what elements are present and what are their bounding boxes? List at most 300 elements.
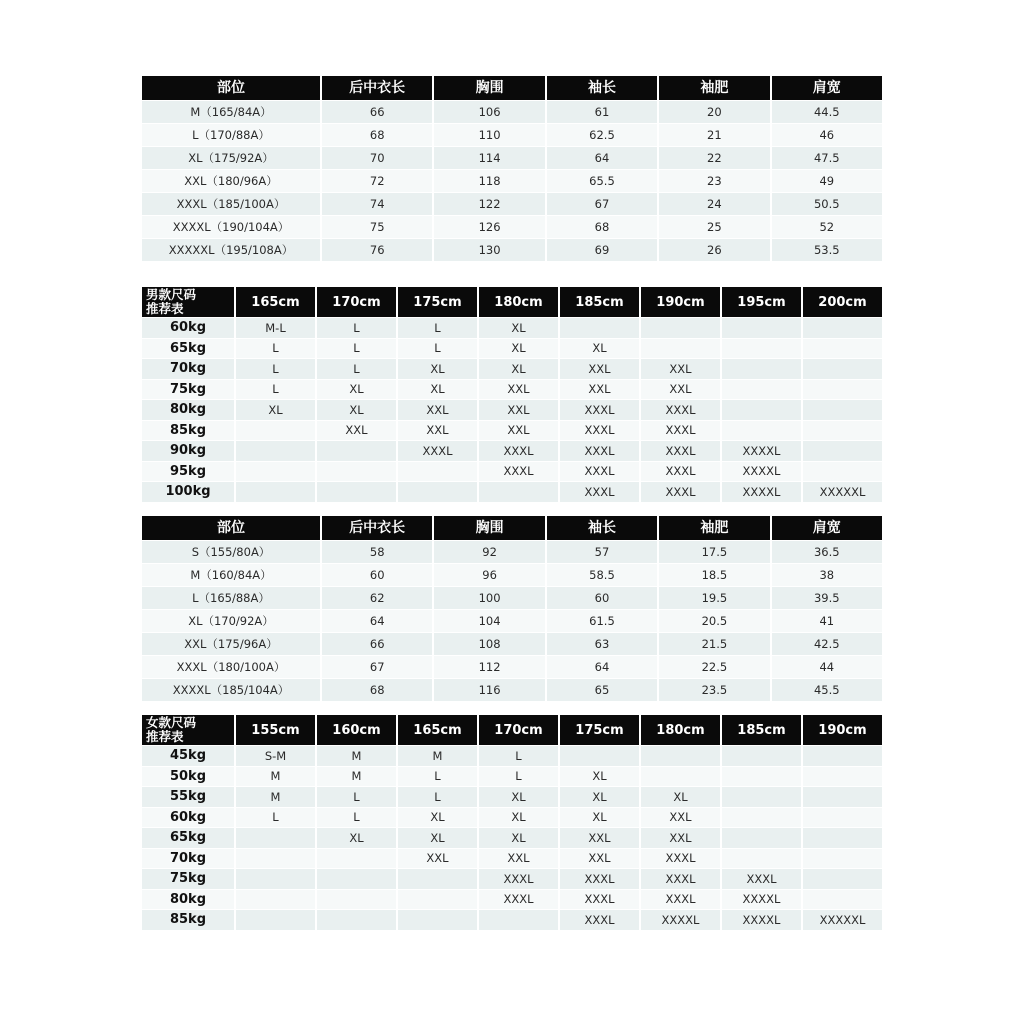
table-cell: XXXL: [560, 400, 639, 420]
table-cell: XXL: [641, 808, 720, 828]
table-row: [142, 679, 882, 701]
table-row: [142, 170, 882, 192]
table-cell: 75: [322, 216, 432, 238]
table-cell: 23.5: [659, 679, 769, 701]
table-cell: 47.5: [772, 147, 882, 169]
table-cell: [236, 421, 315, 441]
table-cell: [722, 318, 801, 338]
col-header-sleeve-length: 袖长: [547, 516, 657, 540]
table-cell: XXXL: [479, 890, 558, 910]
table-cell: XXXL: [560, 890, 639, 910]
table-row: [142, 193, 882, 215]
table-cell: 65: [547, 679, 657, 701]
table-cell: XL: [317, 380, 396, 400]
table-cell: XL: [560, 767, 639, 787]
table-cell: XL: [560, 808, 639, 828]
row-label-cell: 90kg: [142, 441, 234, 461]
height-header: 200cm: [803, 287, 882, 317]
table-row: [142, 610, 882, 632]
table-cell: XXXL: [560, 421, 639, 441]
table-cell: XXL: [641, 828, 720, 848]
table-cell: XXXXL: [641, 910, 720, 930]
table-cell: XL: [317, 828, 396, 848]
table-cell: 72: [322, 170, 432, 192]
table-cell: XXL: [641, 359, 720, 379]
table-cell: [803, 808, 882, 828]
height-header: 165cm: [398, 715, 477, 745]
table-cell: [236, 482, 315, 502]
table-cell: 118: [434, 170, 544, 192]
table-cell: [722, 828, 801, 848]
table-cell: [722, 746, 801, 766]
height-header: 185cm: [722, 715, 801, 745]
table-cell: M: [317, 746, 396, 766]
table-row: [142, 746, 882, 766]
col-header-sleeve-length: 袖长: [547, 76, 657, 100]
table-cell: 67: [322, 656, 432, 678]
height-header: 180cm: [641, 715, 720, 745]
col-header-part: 部位: [142, 76, 320, 100]
height-header: 175cm: [560, 715, 639, 745]
row-label-cell: M（160/84A）: [142, 564, 320, 586]
table-row: [142, 910, 882, 930]
corner-label-line: 推荐表: [146, 729, 184, 744]
row-label-cell: 45kg: [142, 746, 234, 766]
table-cell: 50.5: [772, 193, 882, 215]
table-cell: [317, 441, 396, 461]
table-cell: [803, 767, 882, 787]
table-cell: XXXL: [560, 869, 639, 889]
row-label-cell: 70kg: [142, 849, 234, 869]
table-cell: L: [398, 339, 477, 359]
table-cell: XXXL: [641, 441, 720, 461]
table-cell: 39.5: [772, 587, 882, 609]
row-label-cell: XXL（180/96A）: [142, 170, 320, 192]
table-cell: L: [398, 318, 477, 338]
table-cell: L: [317, 359, 396, 379]
row-label-cell: 65kg: [142, 339, 234, 359]
table-cell: 64: [322, 610, 432, 632]
table-cell: 22.5: [659, 656, 769, 678]
table-cell: [722, 400, 801, 420]
table-cell: 45.5: [772, 679, 882, 701]
table-cell: 46: [772, 124, 882, 146]
table-cell: [317, 890, 396, 910]
table-cell: 62: [322, 587, 432, 609]
table-cell: [236, 462, 315, 482]
table-row: [142, 124, 882, 146]
table-cell: 62.5: [547, 124, 657, 146]
row-label-cell: XXXXL（185/104A）: [142, 679, 320, 701]
height-header: 175cm: [398, 287, 477, 317]
height-header: 185cm: [560, 287, 639, 317]
table-cell: [398, 890, 477, 910]
table-cell: 60: [547, 587, 657, 609]
table-row: [142, 339, 882, 359]
table-cell: [398, 869, 477, 889]
womens-size-spec-table: [140, 515, 884, 702]
table-cell: L: [317, 318, 396, 338]
table-cell: L: [236, 380, 315, 400]
table-cell: M-L: [236, 318, 315, 338]
col-header-back-length: 后中衣长: [322, 516, 432, 540]
table-cell: XL: [479, 808, 558, 828]
table-cell: 58: [322, 541, 432, 563]
table-cell: [803, 787, 882, 807]
table-cell: 122: [434, 193, 544, 215]
table-row: [142, 890, 882, 910]
table-cell: XXL: [398, 400, 477, 420]
table-cell: L: [398, 767, 477, 787]
table-cell: XXL: [560, 828, 639, 848]
table-cell: M: [236, 787, 315, 807]
table-cell: XXXL: [641, 849, 720, 869]
table-cell: XXXL: [641, 869, 720, 889]
row-label-cell: L（170/88A）: [142, 124, 320, 146]
table-cell: [317, 462, 396, 482]
table-cell: 49: [772, 170, 882, 192]
table-cell: L: [317, 808, 396, 828]
row-label-cell: 50kg: [142, 767, 234, 787]
table-cell: [317, 482, 396, 502]
table-cell: [803, 441, 882, 461]
table-cell: 21.5: [659, 633, 769, 655]
table-cell: 41: [772, 610, 882, 632]
table-cell: 22: [659, 147, 769, 169]
table-cell: XXL: [398, 849, 477, 869]
table-cell: [803, 380, 882, 400]
table-cell: XL: [479, 359, 558, 379]
table-cell: [803, 890, 882, 910]
table-cell: [641, 746, 720, 766]
col-header-chest: 胸围: [434, 516, 544, 540]
table-cell: L: [236, 359, 315, 379]
table-cell: XL: [398, 808, 477, 828]
table-cell: [236, 441, 315, 461]
col-header-chest: 胸围: [434, 76, 544, 100]
row-label-cell: XL（170/92A）: [142, 610, 320, 632]
table-cell: XXXXL: [722, 910, 801, 930]
corner-label: [142, 715, 234, 745]
table-row: [142, 421, 882, 441]
table-row: [142, 828, 882, 848]
table-cell: 100: [434, 587, 544, 609]
table-cell: L: [236, 339, 315, 359]
table-cell: [236, 828, 315, 848]
mens-size-recommendation-table: [140, 286, 884, 503]
table-cell: XL: [479, 828, 558, 848]
table-row: [142, 462, 882, 482]
table-cell: XXL: [317, 421, 396, 441]
table-cell: [641, 339, 720, 359]
table-cell: [398, 462, 477, 482]
height-header: 160cm: [317, 715, 396, 745]
table-cell: XXXXL: [722, 441, 801, 461]
table-cell: [803, 869, 882, 889]
table-cell: 61: [547, 101, 657, 123]
table-row: [142, 849, 882, 869]
table-cell: XXXL: [641, 890, 720, 910]
table-cell: M: [317, 767, 396, 787]
table-cell: XXXL: [479, 462, 558, 482]
row-label-cell: 55kg: [142, 787, 234, 807]
col-header-sleeve-width: 袖肥: [659, 76, 769, 100]
row-label-cell: 65kg: [142, 828, 234, 848]
table-cell: XXXL: [560, 462, 639, 482]
table-cell: [236, 869, 315, 889]
table-cell: 69: [547, 239, 657, 261]
table-cell: [722, 767, 801, 787]
table-cell: XL: [479, 318, 558, 338]
table-row: [142, 359, 882, 379]
table-cell: [236, 849, 315, 869]
table-cell: 130: [434, 239, 544, 261]
table-cell: [722, 339, 801, 359]
table-cell: 76: [322, 239, 432, 261]
table-cell: XXXL: [641, 421, 720, 441]
table-row: [142, 656, 882, 678]
corner-label-line: 男款尺码: [146, 287, 197, 302]
col-header-shoulder: 肩宽: [772, 516, 882, 540]
table-cell: XL: [398, 380, 477, 400]
table-cell: XXXL: [479, 869, 558, 889]
table-cell: XXXL: [479, 441, 558, 461]
col-header-shoulder: 肩宽: [772, 76, 882, 100]
table-cell: XXXXL: [722, 462, 801, 482]
table-cell: [803, 828, 882, 848]
height-header: 195cm: [722, 287, 801, 317]
row-label-cell: 85kg: [142, 910, 234, 930]
row-label-cell: 100kg: [142, 482, 234, 502]
row-label-cell: 85kg: [142, 421, 234, 441]
row-label-cell: 95kg: [142, 462, 234, 482]
table-row: [142, 633, 882, 655]
table-cell: XXL: [398, 421, 477, 441]
table-cell: 58.5: [547, 564, 657, 586]
table-cell: 67: [547, 193, 657, 215]
table-cell: 60: [322, 564, 432, 586]
row-label-cell: 60kg: [142, 318, 234, 338]
table-cell: 106: [434, 101, 544, 123]
table-cell: XXXXL: [722, 482, 801, 502]
table-cell: XL: [560, 787, 639, 807]
table-cell: [641, 767, 720, 787]
row-label-cell: 80kg: [142, 890, 234, 910]
table-cell: [803, 421, 882, 441]
col-header-sleeve-width: 袖肥: [659, 516, 769, 540]
table-cell: 96: [434, 564, 544, 586]
table-row: [142, 101, 882, 123]
table-cell: 68: [322, 679, 432, 701]
row-label-cell: XXXL（185/100A）: [142, 193, 320, 215]
table-cell: [722, 808, 801, 828]
table-cell: [317, 869, 396, 889]
table-cell: 61.5: [547, 610, 657, 632]
height-header: 170cm: [479, 715, 558, 745]
table-cell: L: [398, 787, 477, 807]
table-row: [142, 147, 882, 169]
table-row: [142, 380, 882, 400]
row-label-cell: XXXL（180/100A）: [142, 656, 320, 678]
table-cell: 19.5: [659, 587, 769, 609]
row-label-cell: 75kg: [142, 380, 234, 400]
table-cell: 92: [434, 541, 544, 563]
table-cell: XXL: [479, 400, 558, 420]
table-cell: 52: [772, 216, 882, 238]
row-label-cell: 80kg: [142, 400, 234, 420]
table-cell: L: [317, 787, 396, 807]
table-cell: XXXL: [641, 462, 720, 482]
table-cell: XXXL: [560, 910, 639, 930]
table-cell: XXXL: [641, 482, 720, 502]
table-cell: 74: [322, 193, 432, 215]
table-cell: 68: [322, 124, 432, 146]
table-cell: [722, 421, 801, 441]
table-cell: 108: [434, 633, 544, 655]
corner-label: [142, 287, 234, 317]
row-label-cell: XL（175/92A）: [142, 147, 320, 169]
table-cell: 23: [659, 170, 769, 192]
table-cell: XXL: [479, 421, 558, 441]
womens-size-recommendation-table: [140, 714, 884, 931]
table-cell: XXXL: [560, 441, 639, 461]
table-cell: [722, 787, 801, 807]
table-cell: [722, 380, 801, 400]
header-row: [142, 76, 882, 100]
table-cell: XXXXXL: [803, 482, 882, 502]
row-label-cell: 60kg: [142, 808, 234, 828]
table-cell: 68: [547, 216, 657, 238]
table-cell: 64: [547, 147, 657, 169]
table-cell: [317, 849, 396, 869]
table-cell: [803, 400, 882, 420]
table-cell: [803, 849, 882, 869]
table-cell: [317, 910, 396, 930]
table-row: [142, 441, 882, 461]
col-header-back-length: 后中衣长: [322, 76, 432, 100]
table-cell: XXXL: [560, 482, 639, 502]
table-cell: 18.5: [659, 564, 769, 586]
height-header: 180cm: [479, 287, 558, 317]
table-cell: 65.5: [547, 170, 657, 192]
table-cell: 44: [772, 656, 882, 678]
table-cell: 38: [772, 564, 882, 586]
table-cell: 70: [322, 147, 432, 169]
height-header: 190cm: [641, 287, 720, 317]
height-header: 165cm: [236, 287, 315, 317]
table-cell: L: [236, 808, 315, 828]
table-row: [142, 808, 882, 828]
table-row: [142, 564, 882, 586]
table-cell: XXXL: [641, 400, 720, 420]
table-cell: [803, 746, 882, 766]
table-cell: [398, 482, 477, 502]
table-cell: XL: [317, 400, 396, 420]
table-cell: 114: [434, 147, 544, 169]
table-cell: XXXL: [722, 869, 801, 889]
table-cell: 42.5: [772, 633, 882, 655]
table-cell: M: [398, 746, 477, 766]
table-cell: XL: [479, 339, 558, 359]
table-cell: XXXXXL: [803, 910, 882, 930]
table-row: [142, 216, 882, 238]
table-cell: [803, 318, 882, 338]
table-cell: XL: [236, 400, 315, 420]
table-cell: XXL: [479, 380, 558, 400]
table-row: [142, 767, 882, 787]
row-label-cell: 75kg: [142, 869, 234, 889]
table-cell: [398, 910, 477, 930]
corner-label-line: 女款尺码: [146, 715, 197, 730]
table-row: [142, 400, 882, 420]
table-cell: L: [479, 767, 558, 787]
table-cell: [479, 910, 558, 930]
table-cell: [722, 359, 801, 379]
table-cell: XL: [398, 828, 477, 848]
table-cell: M: [236, 767, 315, 787]
table-cell: 24: [659, 193, 769, 215]
height-header: 155cm: [236, 715, 315, 745]
header-row: [142, 516, 882, 540]
table-cell: [236, 910, 315, 930]
table-cell: [560, 746, 639, 766]
row-label-cell: 70kg: [142, 359, 234, 379]
table-cell: 17.5: [659, 541, 769, 563]
table-row: [142, 239, 882, 261]
table-row: [142, 787, 882, 807]
table-cell: 63: [547, 633, 657, 655]
table-cell: XL: [398, 359, 477, 379]
row-label-cell: XXXXL（190/104A）: [142, 216, 320, 238]
table-cell: XXL: [560, 849, 639, 869]
table-cell: XL: [641, 787, 720, 807]
row-label-cell: XXL（175/96A）: [142, 633, 320, 655]
col-header-part: 部位: [142, 516, 320, 540]
row-label-cell: L（165/88A）: [142, 587, 320, 609]
table-cell: L: [479, 746, 558, 766]
table-cell: [803, 462, 882, 482]
table-row: [142, 587, 882, 609]
height-header: 170cm: [317, 287, 396, 317]
table-row: [142, 541, 882, 563]
table-cell: [641, 318, 720, 338]
table-cell: [479, 482, 558, 502]
table-cell: 36.5: [772, 541, 882, 563]
table-cell: XL: [560, 339, 639, 359]
table-cell: [560, 318, 639, 338]
table-cell: 64: [547, 656, 657, 678]
header-row: [142, 287, 882, 317]
table-cell: 21: [659, 124, 769, 146]
table-cell: 126: [434, 216, 544, 238]
table-cell: 20.5: [659, 610, 769, 632]
table-cell: 66: [322, 101, 432, 123]
table-cell: 110: [434, 124, 544, 146]
height-header: 190cm: [803, 715, 882, 745]
table-cell: L: [317, 339, 396, 359]
table-cell: 25: [659, 216, 769, 238]
table-cell: XXL: [560, 380, 639, 400]
table-cell: 44.5: [772, 101, 882, 123]
table-cell: S-M: [236, 746, 315, 766]
table-cell: 26: [659, 239, 769, 261]
row-label-cell: XXXXXL（195/108A）: [142, 239, 320, 261]
table-cell: XXXL: [398, 441, 477, 461]
header-row: [142, 715, 882, 745]
table-cell: 112: [434, 656, 544, 678]
table-cell: 104: [434, 610, 544, 632]
row-label-cell: S（155/80A）: [142, 541, 320, 563]
